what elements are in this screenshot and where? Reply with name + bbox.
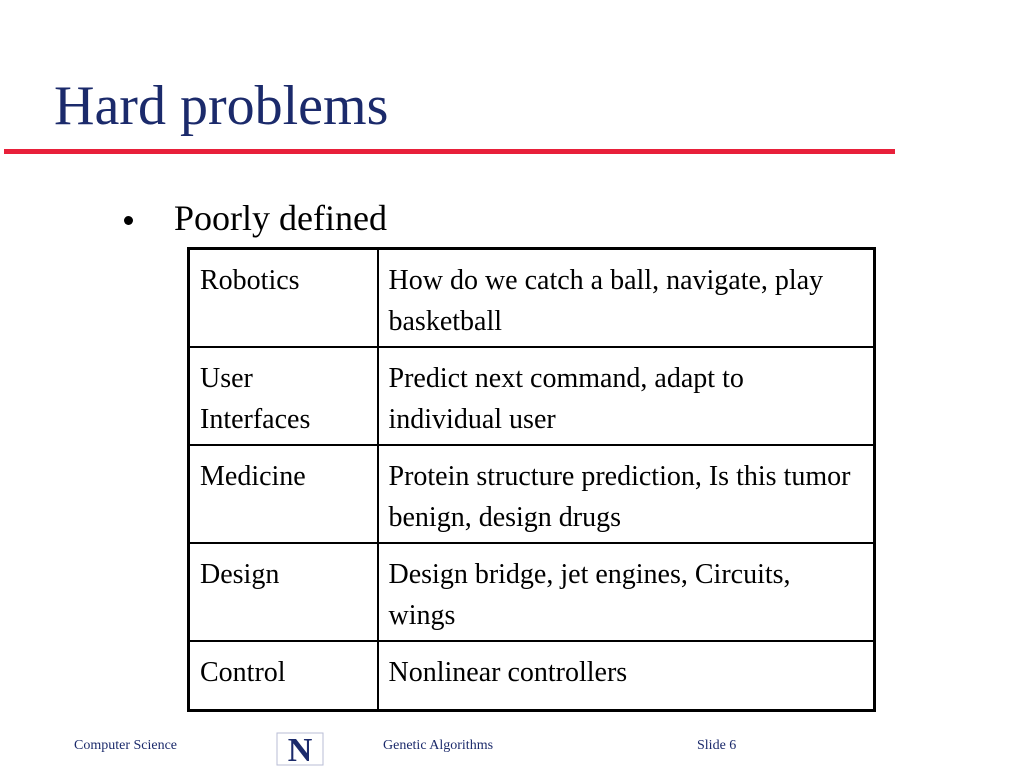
domain-cell: Medicine bbox=[189, 445, 378, 543]
problems-table bbox=[187, 247, 876, 712]
logo-letter: N bbox=[287, 732, 313, 766]
problems-cell: Predict next command, adapt to individual user bbox=[378, 347, 875, 445]
problems-cell: How do we catch a ball, navigate, play basketball bbox=[378, 249, 875, 348]
domain-cell: User Interfaces bbox=[189, 347, 378, 445]
bullet-dot-icon bbox=[124, 216, 133, 225]
footer-course: Genetic Algorithms bbox=[383, 738, 494, 753]
problems-cell: Protein structure prediction, Is this tumor benign, design drugs bbox=[378, 445, 875, 543]
table-row bbox=[189, 641, 875, 710]
domain-cell: Control bbox=[189, 641, 378, 710]
table-row bbox=[189, 543, 875, 641]
footer-department: Computer Science bbox=[74, 738, 178, 753]
domain-cell: Robotics bbox=[189, 249, 378, 348]
bullet-text: Poorly defined bbox=[174, 198, 387, 238]
table-row bbox=[189, 249, 875, 348]
footer-slide-number: Slide 6 bbox=[697, 738, 737, 753]
domain-cell: Design bbox=[189, 543, 378, 641]
table-row bbox=[189, 347, 875, 445]
problems-cell: Design bridge, jet engines, Circuits, wings bbox=[378, 543, 875, 641]
table-row bbox=[189, 445, 875, 543]
university-n-logo-icon bbox=[276, 732, 324, 766]
problems-cell: Nonlinear controllers bbox=[378, 641, 875, 710]
title-underline bbox=[4, 149, 895, 154]
slide-title: Hard problems bbox=[54, 75, 389, 137]
